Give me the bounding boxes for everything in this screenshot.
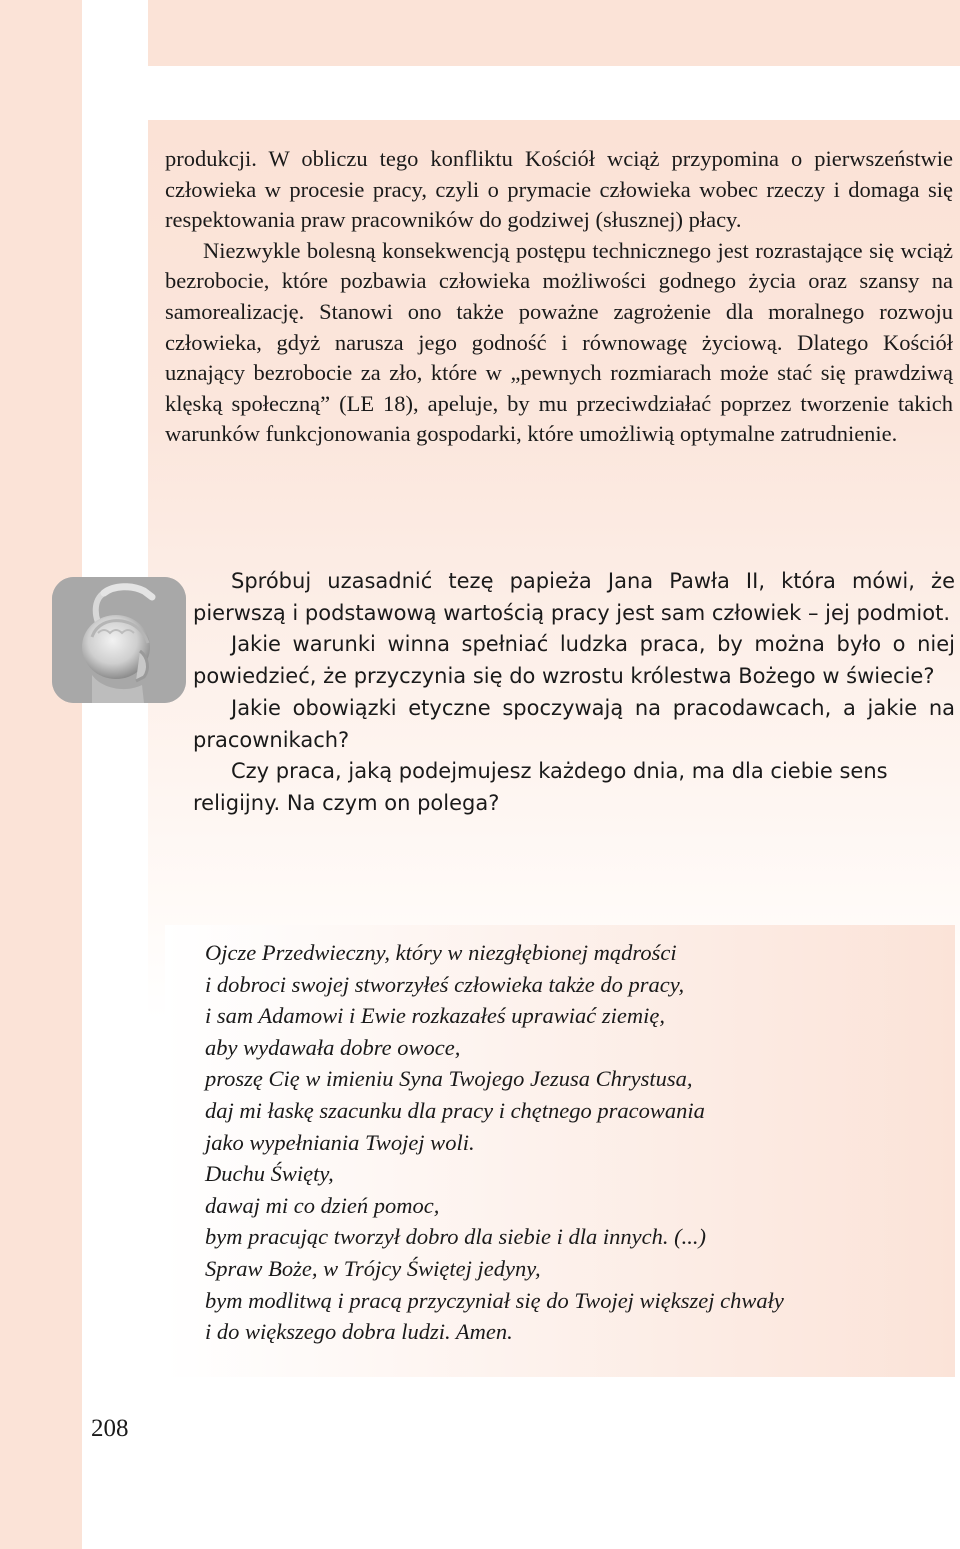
body-paragraph-2: Niezwykle bolesną konsekwencją postępu technicznego jest rozrastające się wciąż bezrobocie, które pozbawia człowieka możliwości godnego życia oraz szansy na samorealizację. Stanowi ono także poważne zagrożenie dla moralnego rozwoju człowieka, gdyż narusza jego godność i równowagę życiową. Dlatego Kościół uznający bezrobocie za zło, które w „pewnych rozmiarach może stać się prawdziwą klęską społeczną” (LE 18), apeluje, by mu przeciwdziałać poprzez tworzenie takich warunków funkcjonowania gospodarki, które umożliwią optymalne zatrudnienie. — [165, 237, 953, 447]
prayer-line: jako wypełniania Twojej woli. — [205, 1129, 475, 1155]
body-text — [165, 144, 953, 450]
thinking-bust-icon — [52, 577, 186, 703]
prayer-line: Duchu Święty, — [205, 1161, 334, 1187]
left-margin-band — [0, 0, 82, 1549]
page-number: 208 — [91, 1415, 129, 1442]
prayer-line: bym modlitwą i pracą przyczyniał się do Twojej większej chwały — [205, 1287, 784, 1313]
question-3: Jakie obowiązki etyczne spoczywają na pracodawcach, a jakie na pracownikach? — [193, 695, 955, 752]
body-paragraph-1: produkcji. W obliczu tego konfliktu Kościół wciąż przypomina o pierwszeństwie człowieka w procesie pracy, czyli o prymacie człowieka wobec rzeczy i domaga się respektowania praw pracowników do godziwej (słusznej) płacy. — [165, 146, 953, 233]
question-4: Czy praca, jaką podejmujesz każdego dnia, ma dla ciebie sens religijny. Na czym on polega? — [193, 759, 888, 815]
prayer-line: bym pracując tworzył dobro dla siebie i dla innych. (...) — [205, 1224, 706, 1250]
prayer-line: Spraw Boże, w Trójcy Świętej jedyny, — [205, 1255, 541, 1281]
prayer-line: dawaj mi co dzień pomoc, — [205, 1192, 440, 1218]
prayer-line: proszę Cię w imieniu Syna Twojego Jezusa Chrystusa, — [205, 1066, 693, 1092]
top-header-band — [148, 0, 960, 66]
prayer-line: daj mi łaskę szacunku dla pracy i chętnego pracowania — [205, 1097, 705, 1123]
prayer-line: i do większego dobra ludzi. Amen. — [205, 1319, 513, 1345]
prayer-text — [205, 937, 945, 1348]
prayer-line: Ojcze Przedwieczny, który w niezgłębionej mądrości — [205, 940, 677, 965]
questions-section — [193, 566, 955, 820]
question-1: Spróbuj uzasadnić tezę papieża Jana Pawła II, która mówi, że pierwszą i podstawową wartością pracy jest sam człowiek – jej podmiot. — [193, 569, 955, 625]
prayer-line: i dobroci swojej stworzyłeś człowieka także do pracy, — [205, 971, 685, 997]
question-2: Jakie warunki winna spełniać ludzka praca, by można było o niej powiedzieć, że przyczynia się do wzrostu królestwa Bożego w świecie? — [193, 632, 955, 689]
prayer-line: aby wydawała dobre owoce, — [205, 1034, 461, 1060]
prayer-line: i sam Adamowi i Ewie rozkazałeś uprawiać ziemię, — [205, 1003, 665, 1029]
